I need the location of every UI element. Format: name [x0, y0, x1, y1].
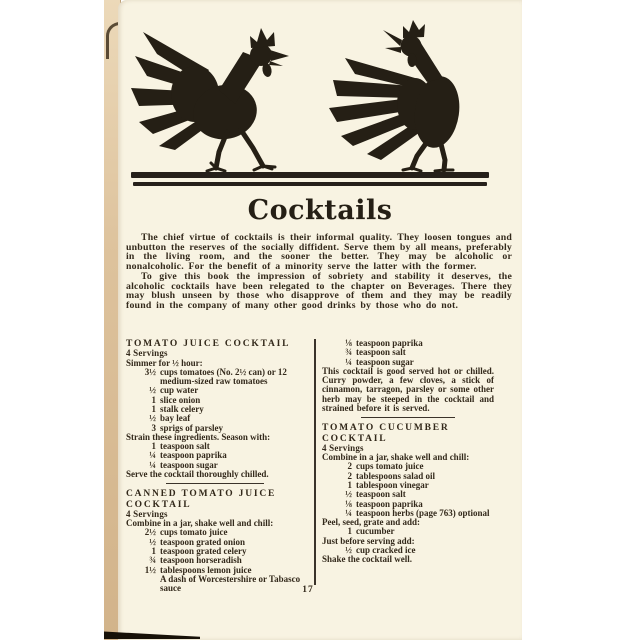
- recipe-line-text: teaspoon grated celery: [160, 545, 247, 556]
- ingredient-quantity: 3: [151, 422, 156, 433]
- ingredient-quantity: ½: [345, 545, 352, 556]
- recipe-line-text: tablespoon vinegar: [356, 479, 429, 490]
- recipe-line: [322, 367, 494, 413]
- ingredient-quantity: ¼: [149, 450, 156, 461]
- recipe-line-text: Simmer for ½ hour:: [126, 357, 203, 368]
- recipe-line-text: Strain these ingredients. Season with:: [126, 431, 271, 442]
- recipe-line-text: Peel, seed, grate and add:: [322, 517, 420, 528]
- recipe-column-right: [322, 339, 494, 565]
- page-number: 17: [302, 585, 314, 595]
- ingredient-quantity: ½: [149, 413, 156, 424]
- recipe-column-left: [126, 339, 304, 593]
- recipe-line-text: cucumber: [356, 526, 395, 537]
- right-rooster-silhouette: [329, 20, 464, 171]
- ingredient-quantity: ¾: [149, 555, 156, 566]
- recipe-line: [322, 555, 494, 564]
- recipe-line-text: Combine in a jar, shake well and chill:: [126, 518, 274, 529]
- recipe-line-text: cup water: [160, 385, 199, 396]
- recipe-line-text: teaspoon grated onion: [160, 536, 246, 547]
- recipe-line-text: TOMATO JUICE COCKTAIL: [126, 339, 291, 349]
- recipe-line-text: Shake the cocktail well.: [322, 554, 412, 565]
- intro-paragraph: To give this book the impression of sobriety and stability it deserves, the alcoholic cocktails have been relegated to the chapter on Beverages. There they may blush unseen by those who disapprove of them and they may be readily found in the company of many other good drinks by those who do not.: [126, 270, 512, 311]
- recipe-line-text: teaspoon sugar: [160, 459, 218, 470]
- ingredient-quantity: 3½: [144, 366, 156, 377]
- ingredient-quantity: 2: [347, 461, 352, 472]
- recipe-line-text: teaspoon sugar: [356, 356, 414, 367]
- recipe-line: [126, 368, 304, 387]
- recipe-line-text: This cocktail is good served hot or chilled. Curry powder, a few cloves, a stick of cinnamon, tarragon, parsley or some other herb may be steeped in the cocktail and strained before it is served.: [322, 365, 494, 414]
- recipe-line-text: teaspoon salt: [356, 489, 406, 500]
- ingredient-quantity: 2: [347, 470, 352, 481]
- recipe-line-text: teaspoon salt: [356, 347, 406, 358]
- recipe-line-text: Serve the cocktail thoroughly chilled.: [126, 469, 269, 480]
- recipe-line-text: 4 Servings: [126, 508, 168, 519]
- ingredient-quantity: ½: [149, 385, 156, 396]
- recipe-line-text: CANNED TOMATO JUICE COCKTAIL: [126, 489, 277, 510]
- recipe-line-text: teaspoon salt: [160, 441, 210, 452]
- recipe-line-text: stalk celery: [160, 403, 204, 414]
- recipe-line-text: cups tomato juice: [160, 527, 228, 538]
- ingredient-quantity: 1: [151, 403, 156, 414]
- recipe-line: [361, 417, 456, 418]
- ingredient-quantity: 1: [347, 526, 352, 537]
- ingredient-quantity: 1: [347, 479, 352, 490]
- recipe-line-text: teaspoon paprika: [356, 498, 423, 509]
- ingredient-quantity: ¼: [345, 507, 352, 518]
- recipe-line: [322, 423, 494, 443]
- recipe-line-text: cups tomatoes (No. 2½ can) or 12 medium-sized raw tomatoes: [160, 366, 287, 387]
- intro-paragraph: The chief virtue of cocktails is their informal quality. They loosen tongues and unbutton the reserves of the socially diffident. Serve them by all means, preferably in the living room, and the sooner the better. They may be alcoholic or nonalcoholic. For the benefit of a minority serve the latter with the former.: [126, 232, 512, 273]
- perch-line: [131, 172, 489, 186]
- ingredient-quantity: 1: [151, 545, 156, 556]
- ingredient-quantity: ¼: [149, 459, 156, 470]
- recipe-line: [126, 489, 304, 509]
- recipe-line-text: slice onion: [160, 394, 201, 405]
- recipe-line-text: sprigs of parsley: [160, 422, 223, 433]
- recipe-line-text: tablespoons salad oil: [356, 470, 436, 481]
- ingredient-quantity: ½: [345, 489, 352, 500]
- cookbook-page: [118, 0, 522, 640]
- intro-text: [126, 233, 512, 311]
- recipe-line-text: teaspoon herbs (page 763) optional: [356, 507, 490, 518]
- ingredient-quantity: [138, 575, 156, 594]
- ingredient-quantity: ¼: [345, 356, 352, 367]
- recipe-line-text: cups tomato juice: [356, 461, 424, 472]
- recipe-line-text: cup cracked ice: [356, 545, 416, 556]
- recipe-line-text: 4 Servings: [126, 348, 168, 359]
- recipe-line-text: A dash of Worcestershire or Tabasco sauce: [160, 573, 301, 594]
- recipe-line-text: Just before serving add:: [322, 535, 415, 546]
- chapter-title: Cocktails: [247, 195, 393, 226]
- ingredient-quantity: 1: [151, 441, 156, 452]
- recipe-line-text: TOMATO CUCUMBER COCKTAIL: [322, 423, 450, 444]
- ingredient-quantity: 2½: [144, 527, 156, 538]
- column-divider: [314, 339, 316, 585]
- recipe-line: [126, 470, 304, 479]
- ingredient-quantity: ⅛: [345, 498, 352, 509]
- ingredient-quantity: ⅛: [345, 338, 352, 348]
- recipe-line-text: 4 Servings: [322, 442, 364, 453]
- recipe-line-text: Combine in a jar, shake well and chill:: [322, 452, 470, 463]
- left-rooster-silhouette: [131, 28, 289, 171]
- recipe-line-text: teaspoon paprika: [160, 450, 227, 461]
- recipe-line-text: teaspoon horseradish: [160, 555, 242, 566]
- recipe-line: [166, 483, 264, 484]
- ingredient-quantity: ¾: [345, 347, 352, 358]
- ingredient-quantity: 1½: [144, 564, 156, 575]
- recipe-line-text: bay leaf: [160, 413, 191, 424]
- ingredient-quantity: 1: [151, 394, 156, 405]
- rooster-art: [131, 20, 489, 194]
- recipe-line-text: teaspoon paprika: [356, 338, 423, 348]
- ingredient-quantity: ½: [149, 536, 156, 547]
- recipe-line-text: tablespoons lemon juice: [160, 564, 252, 575]
